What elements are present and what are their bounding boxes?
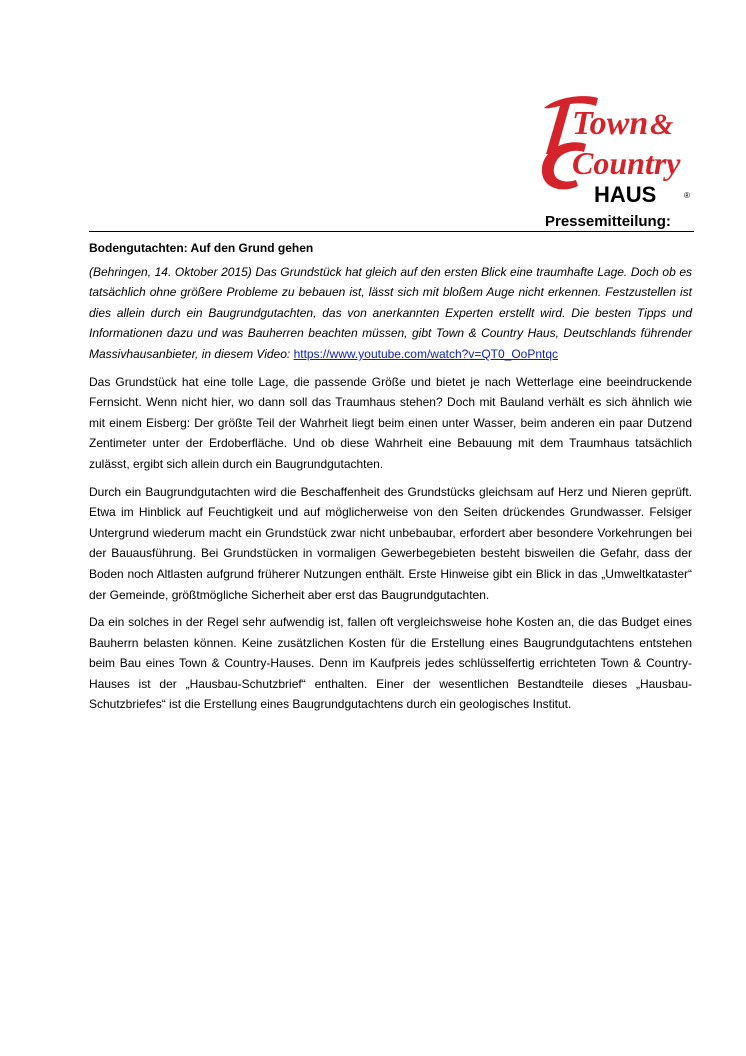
logo-ampersand: &: [650, 108, 674, 141]
article-headline: Bodengutachten: Auf den Grund gehen: [89, 241, 314, 255]
article-lead: [89, 262, 692, 365]
press-release-label: Pressemitteilung:: [545, 213, 671, 230]
logo-registered-mark: ®: [684, 191, 690, 200]
video-link[interactable]: https://www.youtube.com/watch?v=QT0_OoPntqc: [293, 346, 559, 361]
article-paragraph: Das Grundstück hat eine tolle Lage, die passende Größe und bietet je nach Wetterlage eine beeindruckende Fernsicht. Wenn nicht hier, wo dann soll das Traumhaus stehen? Doch mit Bauland verhält es sich ähnlich wie mit einem Eisberg: Der größte Teil der Wahrheit liegt beim einen unter Wasser, beim anderen ein paar Dutzend Zentimeter unter der Erdoberfläche. Und ob diese Wahrheit eine Bebauung mit dem Traumhaus tatsächlich zulässt, ergibt sich allein durch ein Baugrundgutachten.: [89, 374, 692, 471]
header-divider: [89, 231, 694, 232]
article-body: [89, 238, 692, 722]
article-paragraph: Da ein solches in der Regel sehr aufwendig ist, fallen oft vergleichsweise hohe Kosten an, die das Budget eines Bauherrn belasten können. Keine zusätzlichen Kosten für die Erstellung eines Baugrundgutachtens entstehen beim Bau eines Town & Country-Hauses. Denn im Kaufpreis jedes schlüsselfertig errichteten Town & Country-Hauses ist der „Hausbau-Schutzbrief“ enthalten. Einer der wesentlichen Bestandteile dieses „Hausbau-Schutzbriefes“ ist die Erstellung eines Baugrundgutachtens durch ein geologisches Institut.: [89, 615, 692, 712]
logo-town-text: Town: [572, 105, 649, 142]
logo-country-text: Country: [572, 145, 681, 181]
logo-haus-text: HAUS: [594, 182, 657, 206]
lead-text: (Behringen, 14. Oktober 2015) Das Grundstück hat gleich auf den ersten Blick eine traumhafte Lage. Doch ob es tatsächlich ohne größere Probleme zu bebauen ist, lässt sich mit bloßem Auge nicht erkennen. Festzustellen ist dies allein durch ein Baugrundgutachten, das von anerkannten Experten erstellt wird. Die besten Tipps und Informationen dazu und was Bauherren beachten müssen, gibt Town & Country Haus, Deutschlands führender Massivhausanbieter, in diesem Video:: [89, 264, 692, 361]
town-country-logo-graphic: [538, 94, 698, 206]
town-country-haus-logo: [538, 94, 698, 206]
article-paragraph: Durch ein Baugrundgutachten wird die Beschaffenheit des Grundstücks gleichsam auf Herz und Nieren geprüft. Etwa im Hinblick auf Feuchtigkeit und auf möglicherweise von den Seiten drückendes Grundwasser. Felsiger Untergrund wiederum macht ein Grundstück zwar nicht unbebaubar, erfordert aber besondere Vorkehrungen bei der Bauausführung. Bei Grundstücken in vormaligen Gewerbegebieten besteht bisweilen die Gefahr, dass der Boden noch Altlasten aufgrund früherer Nutzungen enthält. Erste Hinweise gibt ein Blick in das „Umweltkataster“ der Gemeinde, größtmögliche Sicherheit aber erst das Baugrundgutachten.: [89, 484, 692, 602]
